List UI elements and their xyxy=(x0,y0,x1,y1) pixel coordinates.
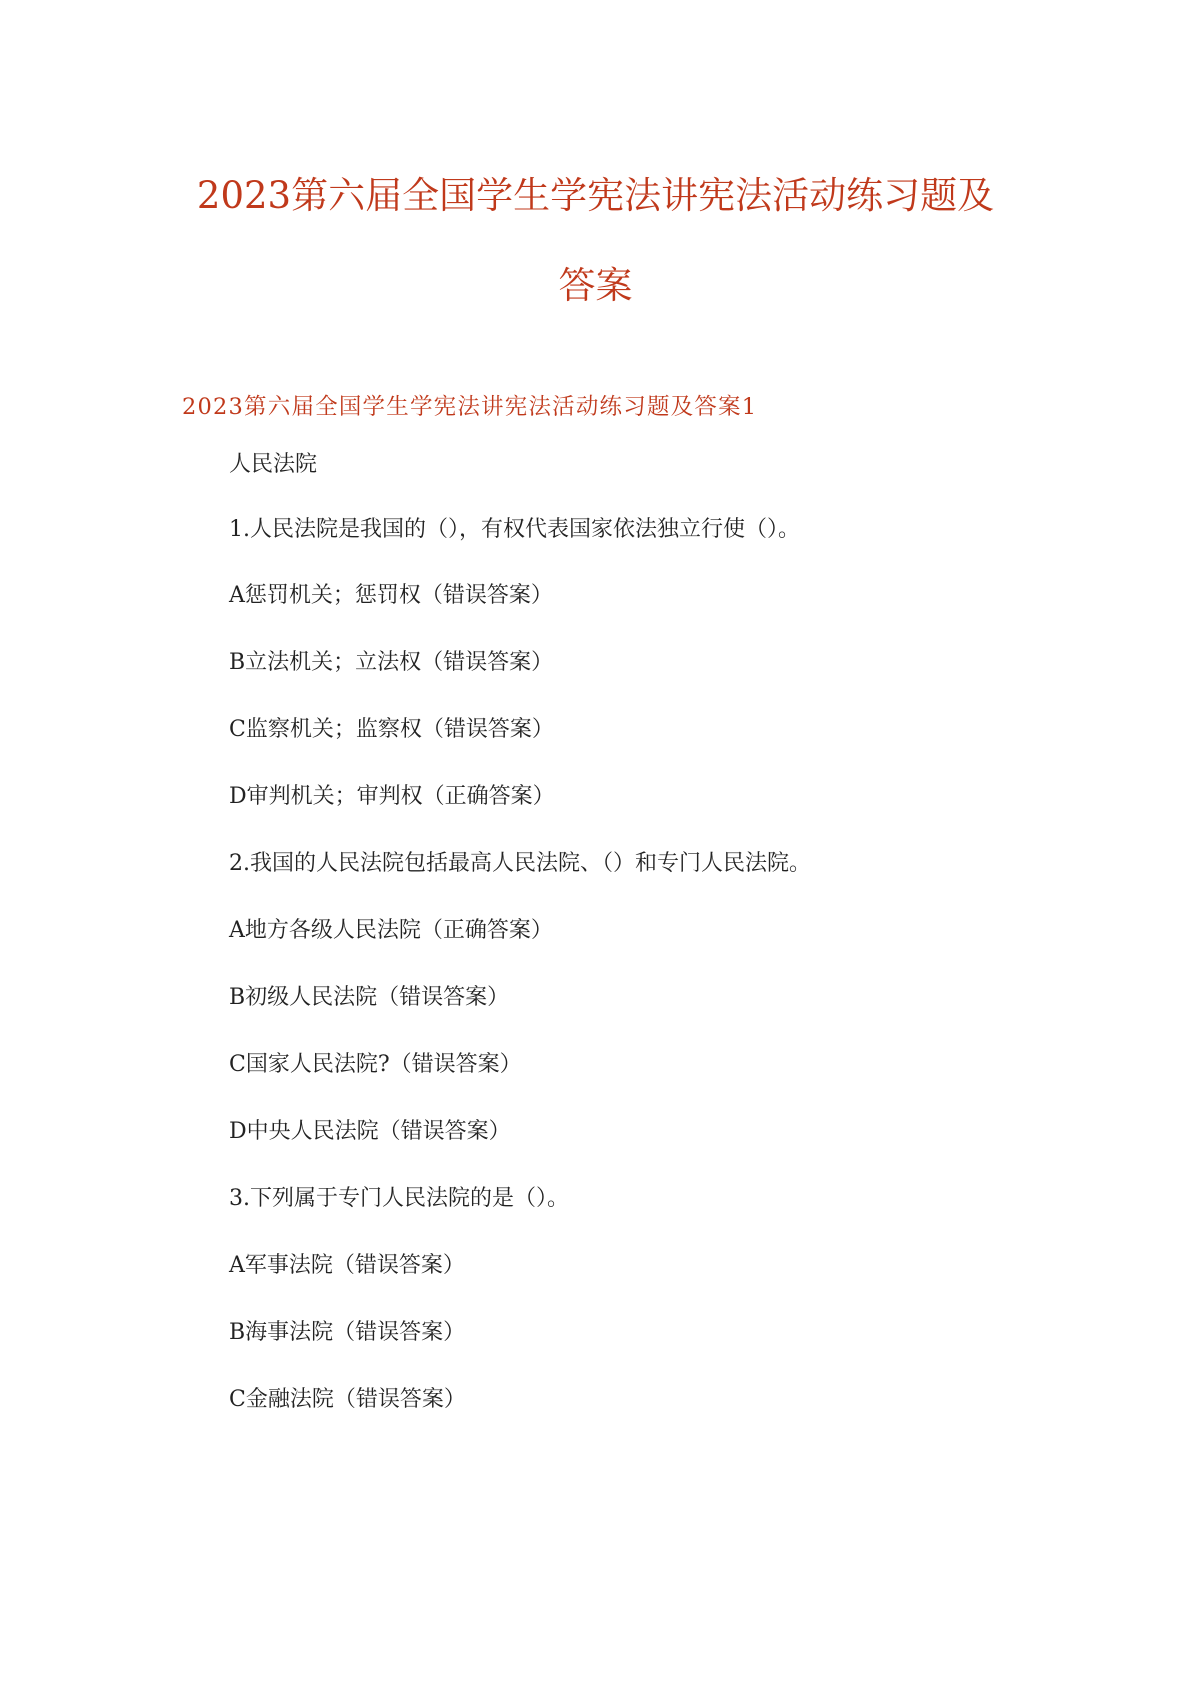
topic-label: 人民法院 xyxy=(229,452,318,477)
question-3-option-b: B海事法院（错误答案） xyxy=(229,1320,466,1345)
question-3-stem: 3.下列属于专门人民法院的是（）。 xyxy=(229,1186,569,1211)
question-1-option-d: D审判机关；审判权（正确答案） xyxy=(229,784,555,809)
question-2-option-b: B初级人民法院（错误答案） xyxy=(229,985,510,1010)
question-1-option-b: B立法机关；立法权（错误答案） xyxy=(229,650,554,675)
question-1-option-a: A惩罚机关；惩罚权（错误答案） xyxy=(229,583,553,608)
question-2-option-d: D中央人民法院（错误答案） xyxy=(229,1119,511,1144)
question-3-option-a: A军事法院（错误答案） xyxy=(229,1253,465,1278)
question-2-option-c: C国家人民法院?（错误答案） xyxy=(229,1052,522,1077)
section-heading: 2023第六届全国学生学宪法讲宪法活动练习题及答案1 xyxy=(182,394,758,420)
question-1-stem: 1.人民法院是我国的（），有权代表国家依法独立行使（）。 xyxy=(229,517,800,542)
document-title-line-1: 2023第六届全国学生学宪法讲宪法活动练习题及 xyxy=(196,174,995,217)
question-1-option-c: C监察机关；监察权（错误答案） xyxy=(229,717,554,742)
question-2-stem: 2.我国的人民法院包括最高人民法院、（）和专门人民法院。 xyxy=(229,851,811,876)
question-3-option-c: C金融法院（错误答案） xyxy=(229,1387,466,1412)
question-2-option-a: A地方各级人民法院（正确答案） xyxy=(229,918,553,943)
document-title-line-2: 答案 xyxy=(558,264,633,307)
